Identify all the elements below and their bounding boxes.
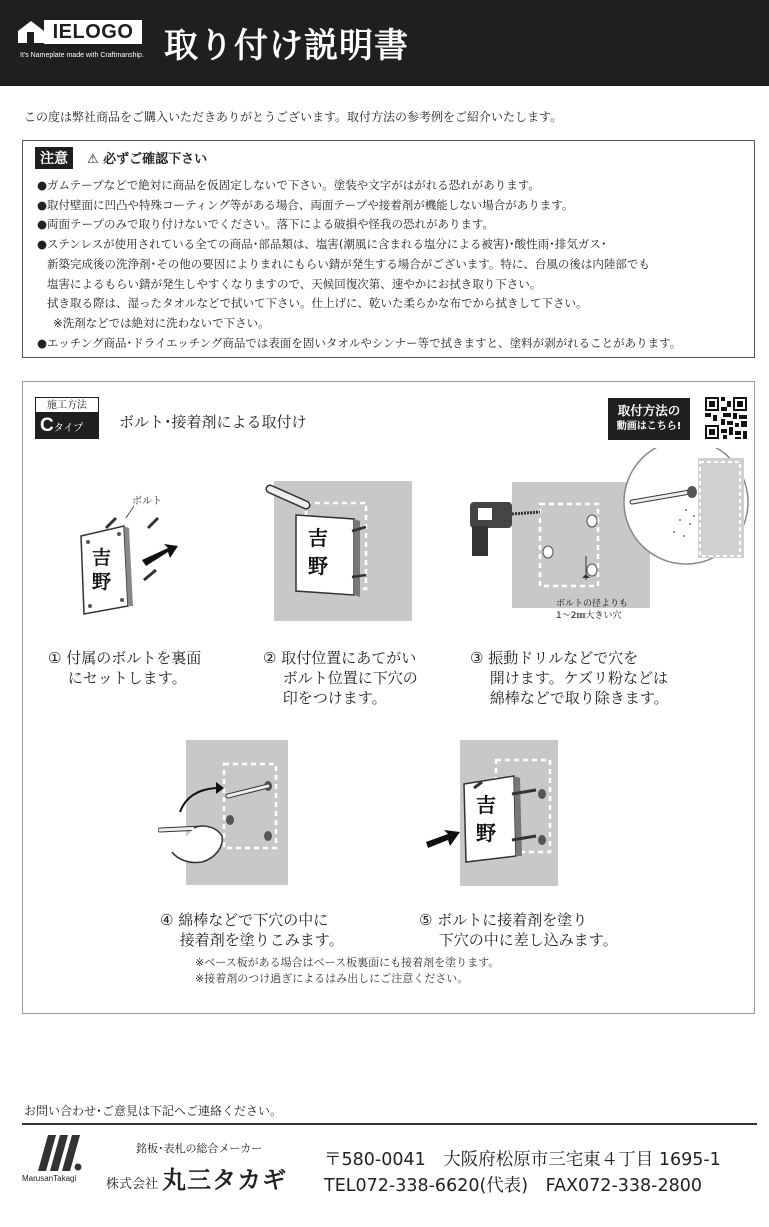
plate-text: 野 xyxy=(308,554,328,578)
company-name-main: 丸三タカギ xyxy=(162,1166,288,1194)
company-prefix: 株式会社 xyxy=(106,1177,159,1192)
caution-line: ●ガムテープなどで絶対に商品を仮固定しないで下さい。塗装や文字がはがれる恐れがあります。 xyxy=(37,178,540,192)
bolt-label: ボルト xyxy=(132,496,162,507)
page-header xyxy=(0,0,769,86)
plate-text: 吉 xyxy=(308,526,328,550)
step5-illustration xyxy=(418,736,558,886)
video-link-line1: 取付方法の xyxy=(617,403,681,418)
page-title: 取り付け説明書 xyxy=(164,26,409,66)
caution-line: 拭き取る際は、湿ったタオルなどで拭いて下さい。仕上げに、乾いた柔らかな布でから拭きして下さい。 xyxy=(47,296,588,311)
hole-note-line1: ボルトの径よりも xyxy=(556,599,629,609)
step3-illustration xyxy=(468,448,756,628)
caution-badge: 注意 xyxy=(35,147,73,169)
plate-text: 野 xyxy=(92,571,112,593)
caution-line: 新築完成後の洗浄剤･その他の要因によりまれにもらい錆が発生する場合がございます。特に、台風の後は内陸部でも xyxy=(47,256,650,271)
caution-line: ●取付壁面に凹凸や特殊コーティング等がある場合、両面テープや接着剤が機能しない場合があります。 xyxy=(37,197,574,212)
plate-text: 野 xyxy=(476,821,496,845)
method-tag-label: 施工方法 xyxy=(36,398,98,413)
house-logo-icon xyxy=(18,19,44,43)
qr-code-icon[interactable] xyxy=(705,397,747,439)
company-name xyxy=(106,1160,287,1195)
step-1: ① 付属のボルトを裏面 にセットします。 xyxy=(48,649,202,687)
brand-tagline: It's Nameplate made with Craftmanship. xyxy=(20,52,144,59)
company-logo-icon xyxy=(30,1133,84,1173)
caution-line: ●エッチング商品･ドライエッチング商品では表面を固いタオルやシンナー等で拭きますと、塗料が剥がれることがあります。 xyxy=(37,335,682,350)
company-address: 〒580-0041 大阪府松原市三宅東４丁目 1695-1 xyxy=(324,1150,721,1170)
method-type-label: タイプ xyxy=(53,423,84,434)
caution-box xyxy=(22,140,755,358)
caution-line: ●ステンレスが使用されている全ての商品･部品類は、塩害(潮風に含まれる塩分による被害)･酸性雨･排気ガス･ xyxy=(37,237,607,252)
step4-illustration xyxy=(158,740,288,885)
video-link-line2: 動画はこちら! xyxy=(616,421,682,432)
company-phone: TEL072-338-6620(代表) FAX072-338-2800 xyxy=(324,1176,703,1196)
method-type-letter: C xyxy=(40,415,54,436)
note-line: ※ベース板がある場合はベース板裏面にも接着剤を塗ります。 xyxy=(195,956,500,969)
brand-name: MarusanTakagi xyxy=(22,1174,77,1183)
method-tag xyxy=(35,397,99,439)
divider xyxy=(22,1123,757,1125)
step-5: ⑤ ボルトに接着剤を塗り 下穴の中に差し込みます。 xyxy=(419,911,618,949)
caution-list xyxy=(37,176,749,353)
step-2: ② 取付位置にあてがい ボルト位置に下穴の 印をつけます。 xyxy=(263,649,418,707)
hole-note-line2: 1～2㎜大きい穴 xyxy=(556,611,622,621)
caution-line: 塩害によるもらい錆が発生しやすくなりますので、天候回復次第、速やかにお拭き取り下さい。 xyxy=(47,276,542,291)
video-link[interactable] xyxy=(608,398,690,440)
plate-text: 吉 xyxy=(92,547,112,569)
step1-illustration xyxy=(76,488,186,618)
method-type xyxy=(36,413,98,439)
caution-heading: ⚠ 必ずご確認下さい xyxy=(87,152,208,167)
caution-line: ※洗剤などでは絶対に洗わないで下さい。 xyxy=(53,315,270,330)
method-title: ボルト･接着剤による取付け xyxy=(119,413,307,431)
brand-logo: IELOGO xyxy=(44,20,142,44)
step-3: ③ 振動ドリルなどで穴を 開けます。ケズリ粉などは 綿棒などで取り除きます。 xyxy=(470,649,669,707)
caution-line: ●両面テープのみで取り付けないでください。落下による破損や怪我の恐れがあります。 xyxy=(37,217,495,232)
step-4: ④ 綿棒などで下穴の中に 接着剤を塗りこみます。 xyxy=(160,911,344,949)
company-subtitle: 銘板･表札の総合メーカー xyxy=(136,1142,263,1155)
intro-text: この度は弊社商品をご購入いただきありがとうございます。取付方法の参考例をご紹介いたします。 xyxy=(24,110,563,124)
contact-text: お問い合わせ･ご意見は下記へご連絡ください。 xyxy=(24,1104,283,1118)
adhesive-notes xyxy=(195,955,499,987)
note-line: ※接着剤のつけ過ぎによるはみ出しにご注意ください。 xyxy=(195,972,469,985)
step2-illustration xyxy=(262,481,412,621)
plate-text: 吉 xyxy=(476,793,496,817)
